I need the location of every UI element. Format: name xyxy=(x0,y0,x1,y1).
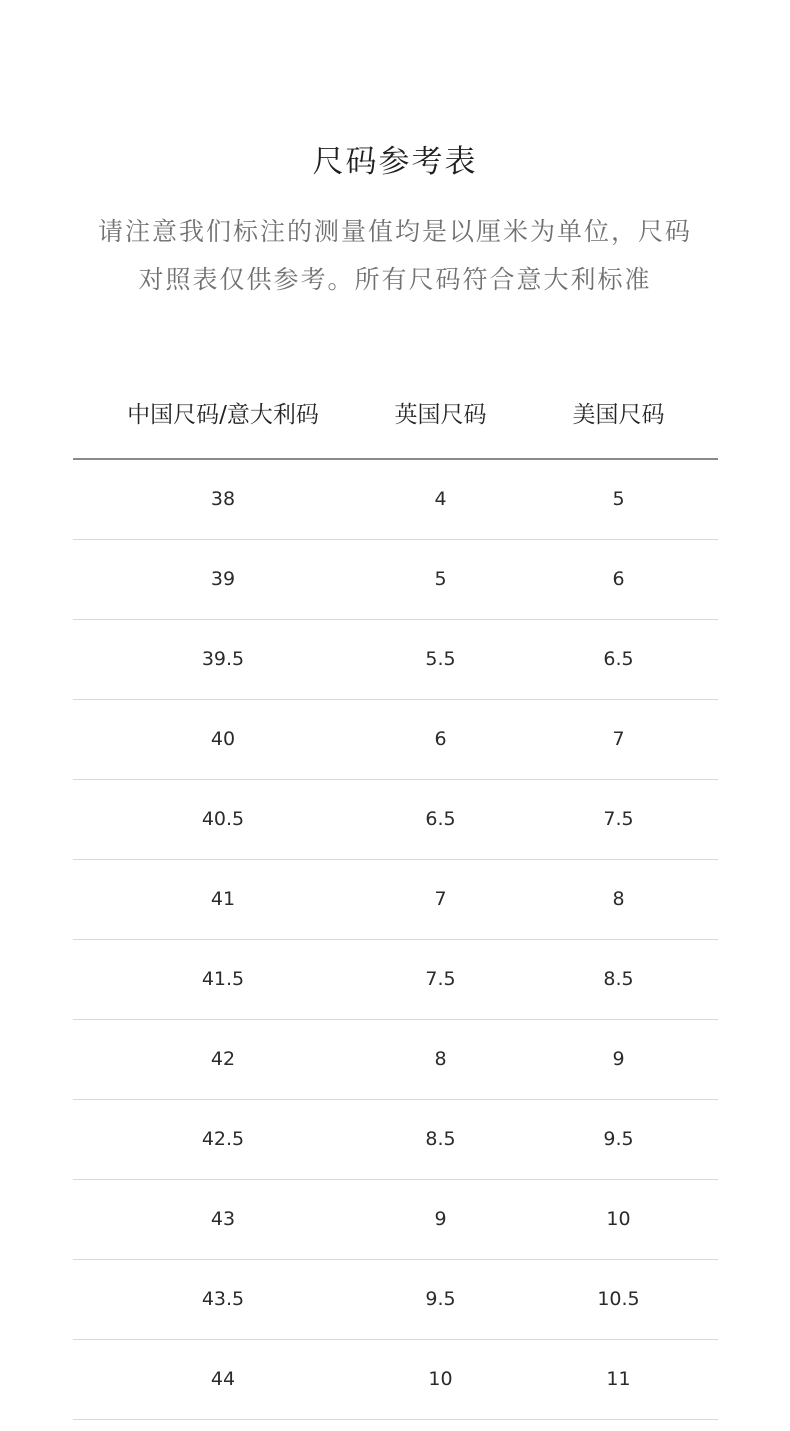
cell-china-italy-size: 42.5 xyxy=(201,1128,245,1150)
table-row xyxy=(73,940,718,1020)
cell-us-size: 7 xyxy=(612,728,625,750)
cell-us-size: 11 xyxy=(606,1368,631,1390)
cell-uk-size: 9.5 xyxy=(425,1288,456,1310)
header-uk-size: 英国尺码 xyxy=(394,402,487,428)
cell-uk-size: 6 xyxy=(434,728,447,750)
cell-us-size: 5 xyxy=(612,488,625,510)
cell-uk-size: 8.5 xyxy=(425,1128,456,1150)
cell-china-italy-size: 44 xyxy=(210,1368,236,1390)
cell-china-italy-size: 41 xyxy=(210,888,236,910)
cell-uk-size: 4 xyxy=(434,488,447,510)
cell-uk-size: 7.5 xyxy=(425,968,456,990)
table-row xyxy=(73,540,718,620)
cell-us-size: 9.5 xyxy=(603,1128,634,1150)
cell-us-size: 10.5 xyxy=(597,1288,640,1310)
table-row xyxy=(73,1020,718,1100)
note-line-2: 对照表仅供参考。所有尺码符合意大利标准 xyxy=(138,265,652,294)
header-china-italy-size: 中国尺码/意大利码 xyxy=(127,402,319,428)
table-row xyxy=(73,460,718,540)
cell-china-italy-size: 39 xyxy=(210,568,236,590)
cell-us-size: 10 xyxy=(606,1208,631,1230)
cell-uk-size: 6.5 xyxy=(425,808,456,830)
cell-china-italy-size: 40.5 xyxy=(201,808,245,830)
cell-china-italy-size: 41.5 xyxy=(201,968,245,990)
table-row xyxy=(73,1260,718,1340)
table-row xyxy=(73,1100,718,1180)
table-row xyxy=(73,700,718,780)
cell-uk-size: 8 xyxy=(434,1048,447,1070)
cell-us-size: 9 xyxy=(612,1048,625,1070)
cell-china-italy-size: 43.5 xyxy=(201,1288,245,1310)
cell-china-italy-size: 39.5 xyxy=(201,648,245,670)
page-title: 尺码参考表 xyxy=(312,144,478,180)
cell-china-italy-size: 43 xyxy=(210,1208,236,1230)
cell-us-size: 8.5 xyxy=(603,968,634,990)
cell-uk-size: 5 xyxy=(434,568,447,590)
cell-uk-size: 7 xyxy=(434,888,447,910)
table-row xyxy=(73,1340,718,1420)
header-us-size: 美国尺码 xyxy=(572,402,665,428)
cell-china-italy-size: 42 xyxy=(210,1048,236,1070)
cell-us-size: 6 xyxy=(612,568,625,590)
cell-uk-size: 10 xyxy=(428,1368,453,1390)
cell-uk-size: 5.5 xyxy=(425,648,456,670)
cell-china-italy-size: 40 xyxy=(210,728,236,750)
table-header xyxy=(73,384,718,460)
table-row xyxy=(73,860,718,940)
table-row xyxy=(73,1180,718,1260)
cell-us-size: 8 xyxy=(612,888,625,910)
size-table xyxy=(73,384,718,1420)
cell-china-italy-size: 38 xyxy=(210,488,236,510)
note-line-1: 请注意我们标注的测量值均是以厘米为单位，尺码 xyxy=(97,217,692,246)
table-row xyxy=(73,620,718,700)
cell-us-size: 6.5 xyxy=(603,648,634,670)
table-row xyxy=(73,780,718,860)
cell-us-size: 7.5 xyxy=(603,808,634,830)
cell-uk-size: 9 xyxy=(434,1208,447,1230)
